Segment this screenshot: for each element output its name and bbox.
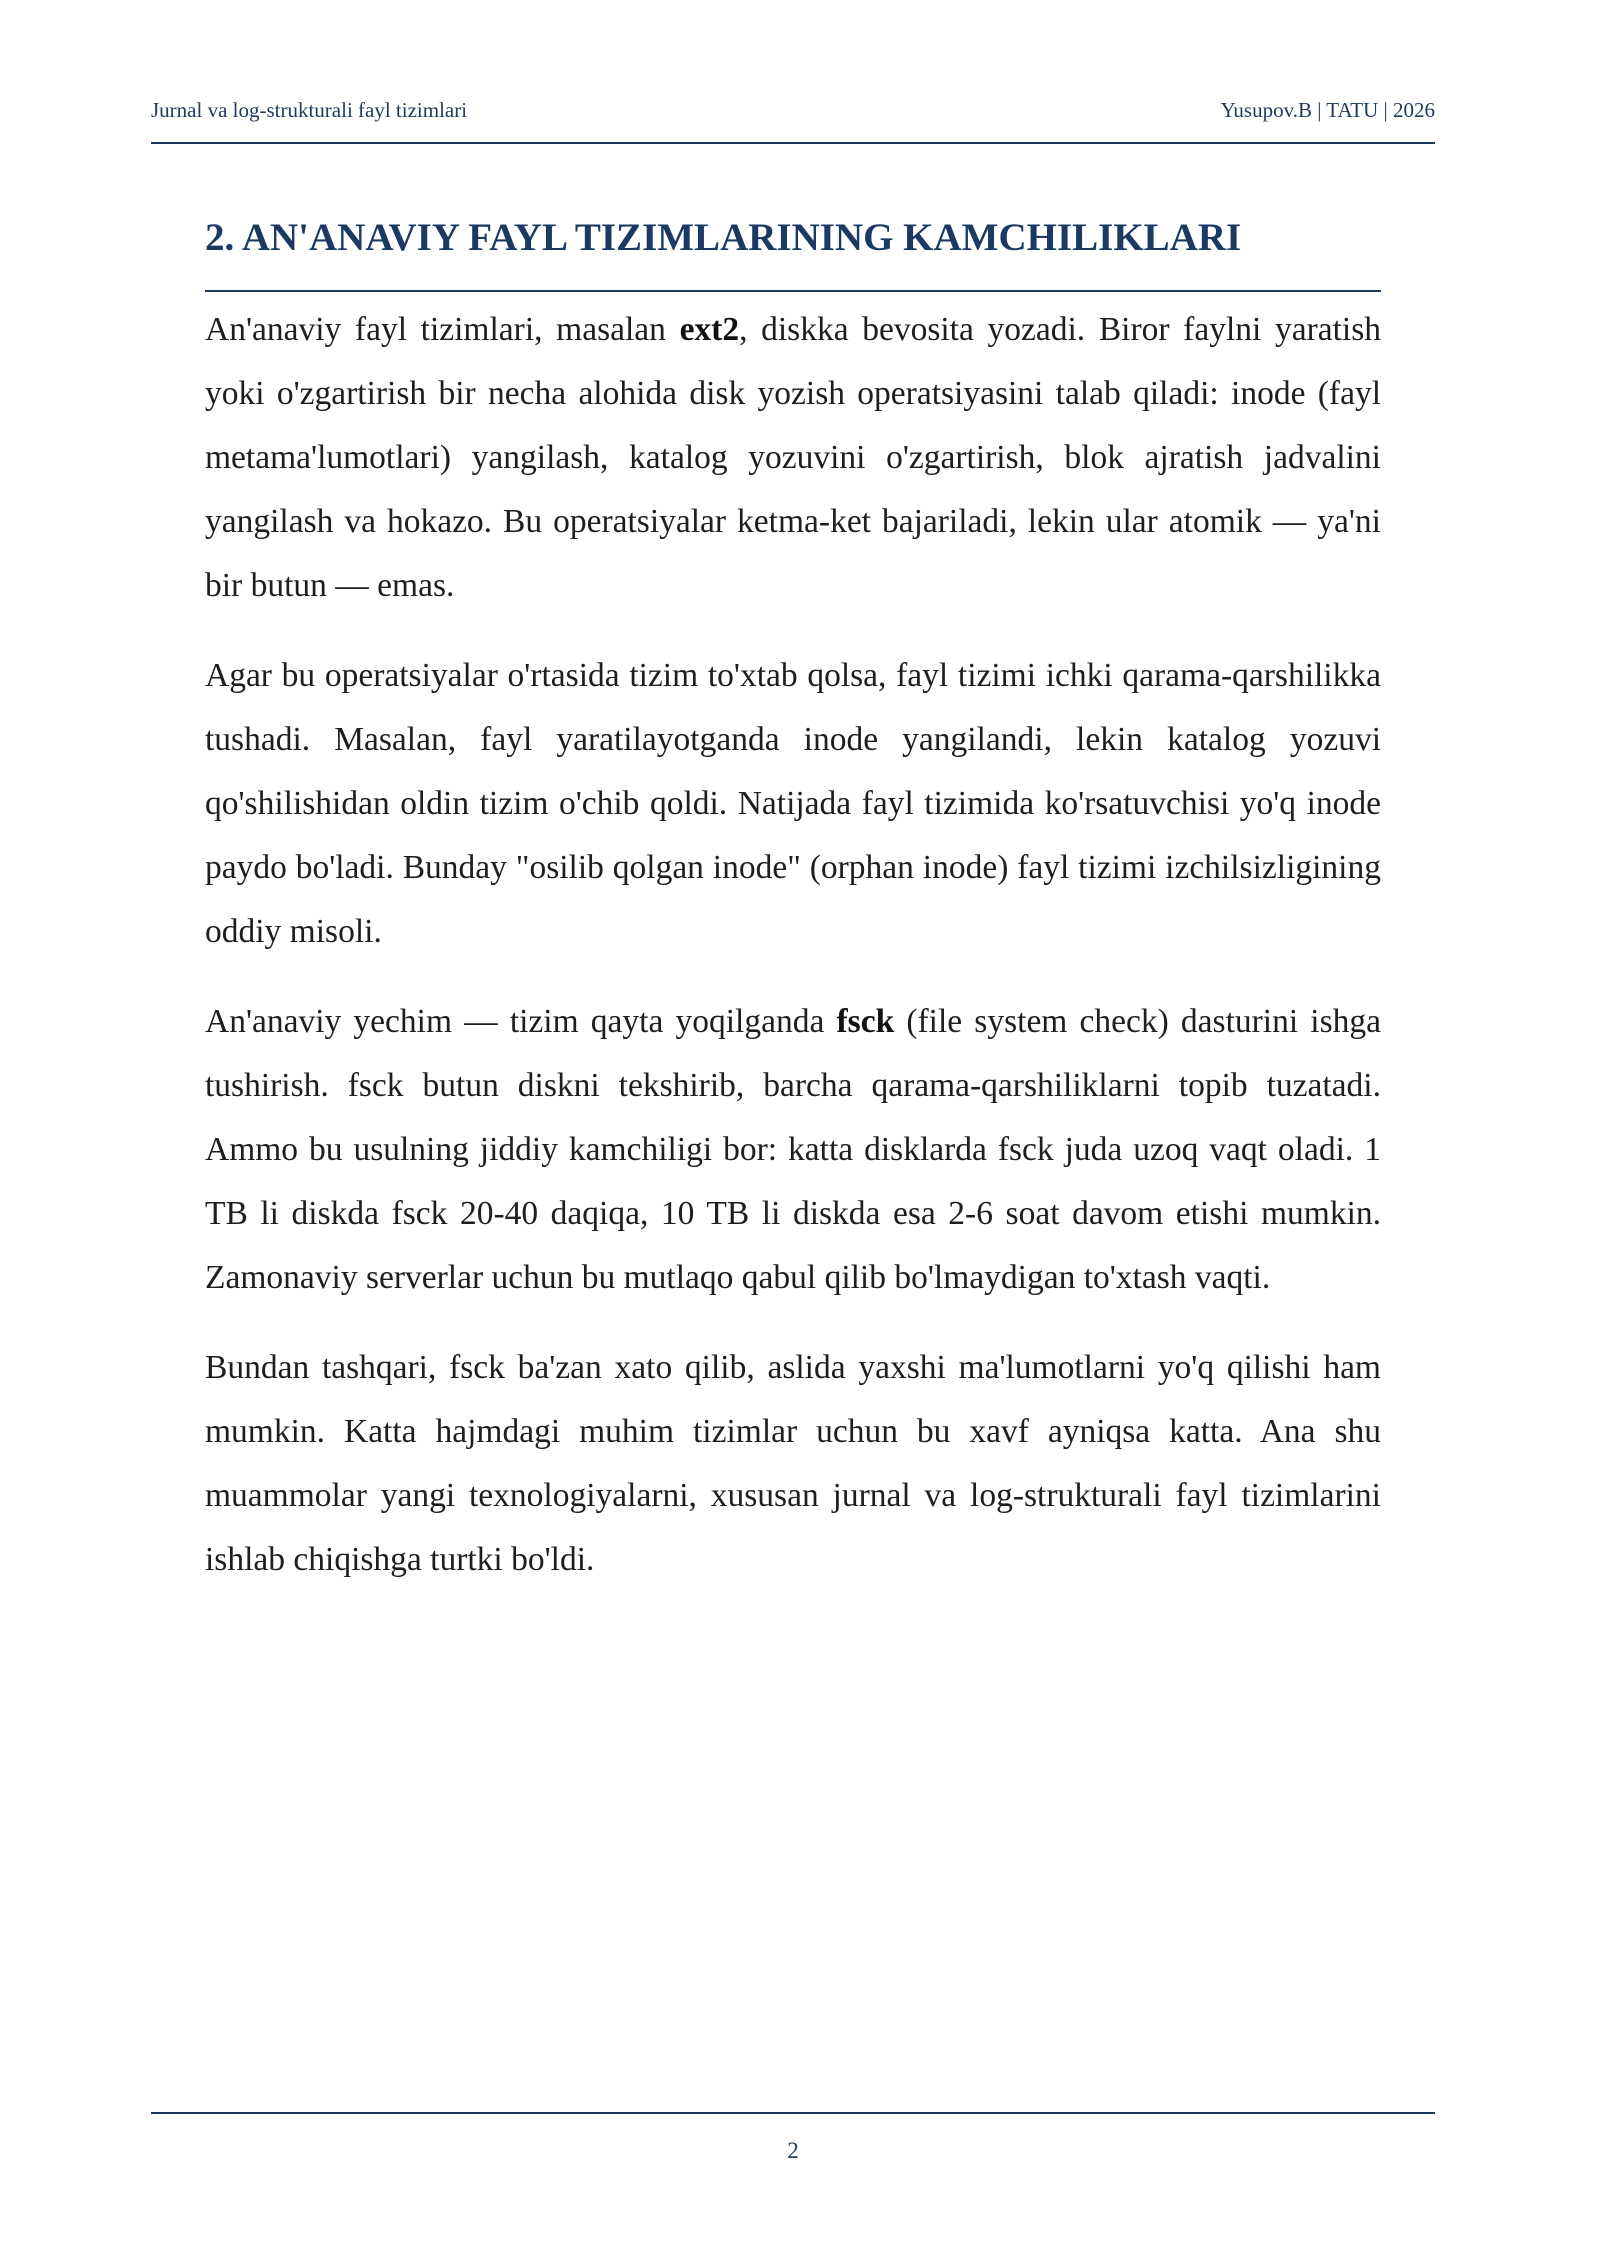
page-header [151,92,1435,144]
body-text [205,298,1381,1618]
paragraph-1-text-a: An'anaviy fayl tizimlari, masalan [205,311,680,348]
paragraph-4: Bundan tashqari, fsck ba'zan xato qilib, aslida yaxshi ma'lumotlarni yo'q qilishi ham mumkin. Katta hajmdagi muhim tizimlar uchun bu xavf ayniqsa katta. Ana shu muammolar yangi texnologiyalarni, xususan jurnal va log-strukturali fayl tizimlarini ishlab chiqishga turtki bo'ldi. [205,1349,1381,1578]
paragraph-1-bold-term: ext2 [679,311,740,348]
paragraph-3-text-a: An'anaviy yechim — tizim qayta yoqilganda [205,1003,837,1040]
paragraph-1-text-c: , diskka bevosita yozadi. Biror faylni yaratish yoki o'zgartirish bir necha alohida disk yozish operatsiyasini talab qiladi: inode (fayl metama'lumotlari) yangilash, katalog yozuvini o'zgartirish, blok ajratish jadvalini yangilash va hokazo. Bu operatsiyalar ketma-ket bajariladi, lekin ular atomik — ya'ni bir butun — emas. [205,311,1382,604]
header-author-info: Yusupov.B | TATU | 2026 [1220,98,1435,122]
paragraph-1 [205,298,1381,618]
paragraph-3 [205,990,1381,1310]
paragraph-3-text-c: (file system check) dasturini ishga tushirish. fsck butun diskni tekshirib, barcha qarama-qarshiliklarni topib tuzatadi. Ammo bu usulning jiddiy kamchiligi bor: katta disklarda fsck juda uzoq vaqt oladi. 1 TB li diskda fsck 20-40 daqiqa, 10 TB li diskda esa 2-6 soat davom etishi mumkin. Zamonaviy serverlar uchun bu mutlaqo qabul qilib bo'lmaydigan to'xtash vaqti. [205,1003,1382,1296]
header-document-title: Jurnal va log-strukturali fayl tizimlari [151,98,468,122]
page-footer-rule [151,2112,1435,2114]
paragraph-2: Agar bu operatsiyalar o'rtasida tizim to'xtab qolsa, fayl tizimi ichki qarama-qarshilikka tushadi. Masalan, fayl yaratilayotganda inode yangilandi, lekin katalog yozuvi qo'shilishidan oldin tizim o'chib qoldi. Natijada fayl tizimida ko'rsatuvchisi yo'q inode paydo bo'ladi. Bunday "osilib qolgan inode" (orphan inode) fayl tizimi izchilsizligining oddiy misoli. [205,657,1381,950]
paragraph-3-bold-term: fsck [836,1003,895,1040]
page-number: 2 [787,2138,799,2163]
section-heading: 2. AN'ANAVIY FAYL TIZIMLARINING KAMCHILIKLARI [205,210,1381,292]
